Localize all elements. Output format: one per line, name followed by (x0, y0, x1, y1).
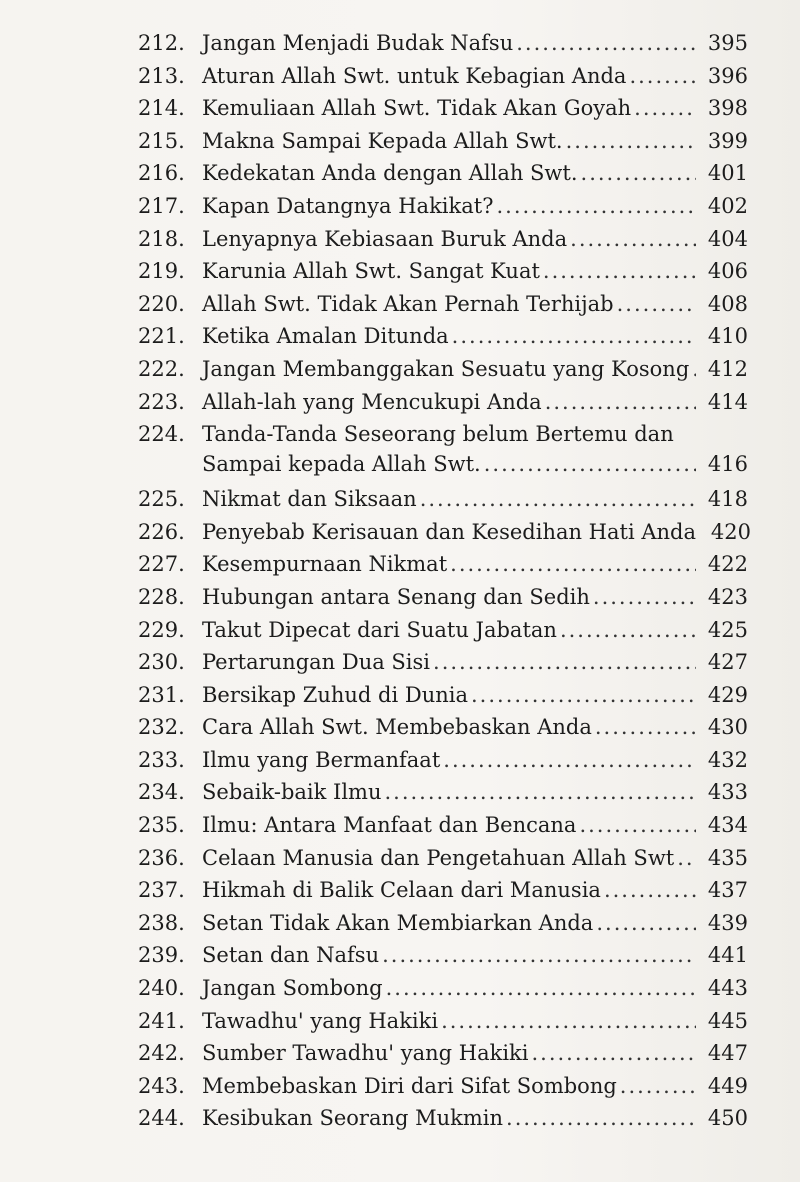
entry-number: 230. (138, 650, 185, 675)
entry-number: 239. (138, 943, 185, 968)
dot-leader (617, 289, 696, 319)
entry-title: Cara Allah Swt. Membebaskan Anda (202, 715, 592, 740)
dot-leader (443, 745, 696, 775)
dot-leader (692, 354, 696, 384)
page-number: 433 (707, 780, 748, 805)
entry-title: Setan Tidak Akan Membiarkan Anda (202, 910, 594, 935)
page-number: 427 (707, 650, 748, 675)
entry-number: 225. (138, 487, 185, 512)
toc-entry (138, 1103, 748, 1136)
page-number: 429 (707, 682, 748, 707)
entry-title: Makna Sampai Kepada Allah Swt. (202, 128, 563, 153)
dot-leader (596, 908, 696, 938)
dot-leader (420, 484, 696, 514)
toc-entry (138, 28, 748, 61)
toc-entry (138, 973, 748, 1006)
dot-leader (570, 224, 696, 254)
page-number: 398 (707, 96, 748, 121)
entry-number: 218. (138, 226, 185, 251)
entry-number: 216. (138, 161, 185, 186)
page-number: 402 (707, 193, 748, 218)
toc-entry (138, 680, 748, 713)
entry-title: Kedekatan Anda dengan Allah Swt. (202, 161, 578, 186)
dot-leader (506, 1103, 696, 1133)
entry-title: Karunia Allah Swt. Sangat Kuat (202, 259, 540, 284)
toc-entry (138, 647, 748, 680)
toc-entry (138, 224, 748, 257)
page-number: 447 (707, 1041, 748, 1066)
dot-leader (496, 191, 696, 221)
toc-entry (138, 615, 748, 648)
page-number: 432 (707, 747, 748, 772)
toc-entry (138, 321, 748, 354)
entry-number: 233. (138, 747, 185, 772)
entry-number: 236. (138, 845, 185, 870)
toc-entry (138, 843, 748, 876)
entry-title: Kesibukan Seorang Mukmin (202, 1106, 504, 1131)
dot-leader (531, 1038, 696, 1068)
dot-leader (629, 61, 696, 91)
toc-entry (138, 387, 748, 420)
entry-title: Sumber Tawadhu' yang Hakiki (202, 1041, 529, 1066)
entry-number: 232. (138, 715, 185, 740)
dot-leader (386, 973, 696, 1003)
page-number: 418 (707, 487, 748, 512)
page-number: 437 (707, 878, 748, 903)
entry-number: 231. (138, 682, 185, 707)
entry-title: Jangan Membanggakan Sesuatu yang Kosong (202, 356, 690, 381)
dot-leader (384, 777, 696, 807)
entry-title: Kapan Datangnya Hakikat? (202, 193, 494, 218)
dot-leader (543, 256, 696, 286)
entry-title: Sampai kepada Allah Swt. (202, 452, 481, 477)
toc-entry (138, 61, 748, 94)
entry-title: Kesempurnaan Nikmat (202, 552, 448, 577)
entry-title: Lenyapnya Kebiasaan Buruk Anda (202, 226, 568, 251)
page-number: 412 (707, 356, 748, 381)
entry-number: 243. (138, 1073, 185, 1098)
dot-leader (441, 1006, 696, 1036)
page-number: 439 (707, 910, 748, 935)
page-number: 450 (707, 1106, 748, 1131)
entry-number: 221. (138, 324, 185, 349)
toc-entry (138, 1006, 748, 1039)
dot-leader (595, 712, 696, 742)
entry-number: 242. (138, 1041, 185, 1066)
entry-title: Hubungan antara Senang dan Sedih (202, 584, 590, 609)
entry-title: Ketika Amalan Ditunda (202, 324, 449, 349)
page-number: 420 (710, 519, 752, 544)
entry-title: Hikmah di Balik Celaan dari Manusia (202, 878, 601, 903)
toc-entry (138, 191, 748, 224)
dot-leader (566, 126, 696, 156)
toc-entry (138, 158, 748, 191)
toc-entry (138, 549, 748, 582)
entry-number: 227. (138, 552, 185, 577)
dot-leader (433, 647, 696, 677)
entry-title: Tawadhu' yang Hakiki (202, 1008, 439, 1033)
entry-title: Allah Swt. Tidak Akan Pernah Terhijab (202, 291, 614, 316)
page-number: 423 (707, 584, 748, 609)
entry-title: Jangan Menjadi Budak Nafsu (202, 31, 514, 55)
toc-entry (138, 126, 748, 159)
entry-number: 244. (138, 1106, 185, 1131)
dot-leader (516, 28, 696, 58)
dot-leader (560, 615, 696, 645)
entry-number: 241. (138, 1008, 185, 1033)
toc-entry (138, 256, 748, 289)
entry-number: 237. (138, 878, 185, 903)
entry-number: 215. (138, 128, 185, 153)
dot-leader (382, 940, 696, 970)
dot-leader (450, 549, 696, 579)
toc-entry (138, 484, 748, 517)
toc-entry (138, 582, 748, 615)
page-number: 408 (707, 291, 748, 316)
toc-entry (138, 517, 752, 550)
toc-entry (138, 1071, 748, 1104)
entry-number: 223. (138, 389, 185, 414)
toc-entry (138, 940, 748, 973)
dot-leader (471, 680, 696, 710)
entry-number: 213. (138, 63, 185, 88)
dot-leader (634, 93, 696, 123)
toc-entry (138, 1038, 748, 1071)
toc-entry (138, 289, 748, 322)
dot-leader (452, 321, 696, 351)
entry-number: 217. (138, 193, 185, 218)
page-number: 422 (707, 552, 748, 577)
page-number: 434 (707, 813, 748, 838)
page-number: 449 (707, 1073, 748, 1098)
page-number: 404 (707, 226, 748, 251)
page-number: 414 (707, 389, 748, 414)
page-number: 395 (707, 31, 748, 55)
entry-title: Jangan Sombong (202, 976, 383, 1001)
table-of-contents (138, 28, 752, 1136)
toc-entry (138, 745, 748, 778)
page-number: 416 (707, 452, 748, 477)
dot-leader (484, 449, 696, 479)
entry-title: Ilmu yang Bermanfaat (202, 747, 441, 772)
entry-number: 222. (138, 356, 185, 381)
toc-entry (138, 875, 748, 908)
toc-entry (138, 777, 748, 810)
entry-title: Kemuliaan Allah Swt. Tidak Akan Goyah (202, 96, 632, 121)
entry-number: 229. (138, 617, 185, 642)
entry-title: Sebaik-baik Ilmu (202, 780, 382, 805)
dot-leader (579, 810, 696, 840)
page-number: 430 (707, 715, 748, 740)
entry-title: Ilmu: Antara Manfaat dan Bencana (202, 813, 577, 838)
page-number: 406 (707, 259, 748, 284)
entry-number: 226. (138, 519, 185, 544)
page-number: 445 (707, 1008, 748, 1033)
entry-number: 214. (138, 96, 185, 121)
entry-title: Celaan Manusia dan Pengetahuan Allah Swt (202, 845, 675, 870)
toc-entry (138, 93, 748, 126)
page-number: 410 (707, 324, 748, 349)
page-number: 443 (707, 976, 748, 1001)
entry-title: Allah-lah yang Mencukupi Anda (202, 389, 542, 414)
dot-leader (593, 582, 696, 612)
entry-number: 219. (138, 259, 185, 284)
entry-number: 220. (138, 291, 185, 316)
entry-number: 212. (138, 31, 185, 55)
entry-title: Bersikap Zuhud di Dunia (202, 682, 468, 707)
page-number: 401 (707, 161, 748, 186)
dot-leader (677, 843, 696, 873)
entry-title: Aturan Allah Swt. untuk Kebagian Anda (202, 63, 627, 88)
page-number: 425 (707, 617, 748, 642)
entry-title: Tanda-Tanda Seseorang belum Bertemu dan (202, 422, 674, 447)
entry-number: 235. (138, 813, 185, 838)
toc-entry (138, 908, 748, 941)
toc-entry (138, 712, 748, 745)
page-number: 396 (707, 63, 748, 88)
dot-leader (545, 387, 696, 417)
entry-title: Takut Dipecat dari Suatu Jabatan (202, 617, 557, 642)
entry-number: 240. (138, 976, 185, 1001)
entry-number: 228. (138, 584, 185, 609)
page-number: 435 (707, 845, 748, 870)
entry-title: Nikmat dan Siksaan (202, 487, 417, 512)
entry-title: Membebaskan Diri dari Sifat Sombong (202, 1073, 617, 1098)
entry-number: 234. (138, 780, 185, 805)
entry-title: Pertarungan Dua Sisi (202, 650, 431, 675)
dot-leader (581, 158, 696, 188)
entry-number: 238. (138, 910, 185, 935)
toc-entry (138, 810, 748, 843)
page-number: 399 (707, 128, 748, 153)
entry-title: Setan dan Nafsu (202, 943, 380, 968)
entry-title: Penyebab Kerisauan dan Kesedihan Hati Anda (202, 519, 697, 544)
entry-number: 224. (138, 422, 185, 447)
dot-leader (620, 1071, 696, 1101)
page-number: 441 (707, 943, 748, 968)
toc-entry (138, 354, 748, 387)
dot-leader (604, 875, 696, 905)
toc-entry (138, 419, 748, 484)
